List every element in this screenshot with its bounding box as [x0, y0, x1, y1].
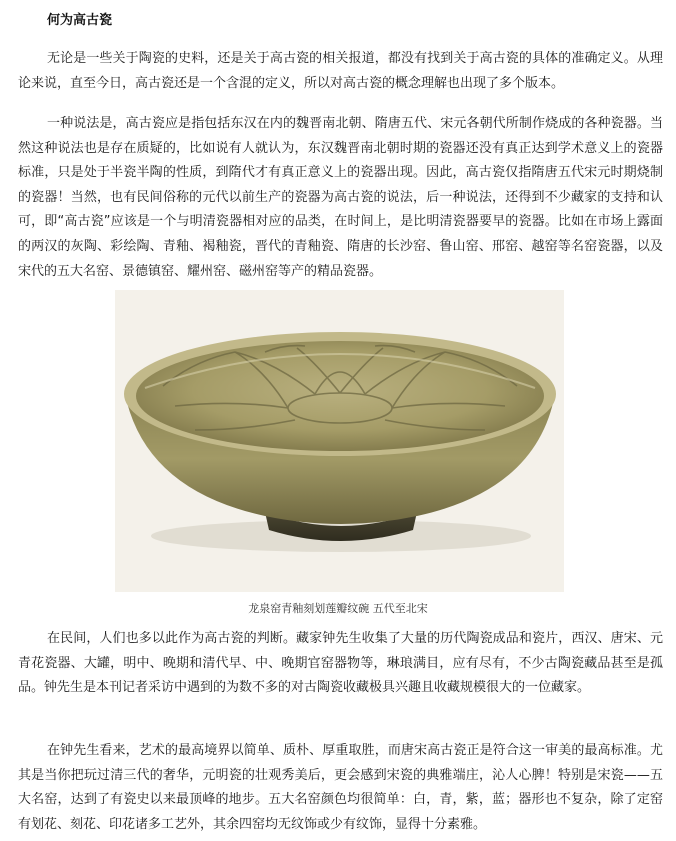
- article-title: 何为高古瓷: [47, 13, 113, 28]
- celadon-bowl-image: [115, 290, 564, 592]
- paragraph-intro: 无论是一些关于陶瓷的史料，还是关于高古瓷的相关报道，都没有找到关于高古瓷的具体的准确定义。从理论来说，直至今日，高古瓷还是一个含混的定义，所以对高古瓷的概念理解也出现了多个版本。: [18, 51, 663, 91]
- figure-caption: 龙泉窑青釉刻划莲瓣纹碗 五代至北宋: [248, 602, 428, 615]
- paragraph-definition: 一种说法是，高古瓷应是指包括东汉在内的魏晋南北朝、隋唐五代、宋元各朝代所制作烧成的各种瓷器。当然这种说法也是存在质疑的，比如说有人就认为，东汉魏晋南北朝时期的瓷器还没有真正达到学术意义上的瓷器标准，只是处于半瓷半陶的性质，到隋代才有真正意义上的瓷器出现。因此，高古瓷仅指隋唐五代宋元时期烧制的瓷器！当然，也有民间俗称的元代以前生产的瓷器为高古瓷的说法，后一种说法，还得到不少藏家的支持和认可，即“高古瓷”应该是一个与明清瓷器相对应的品类，在时间上，是比明清瓷器要早的瓷器。比如在市场上露面的两汉的灰陶、彩绘陶、青釉、褐釉瓷，晋代的青釉瓷、隋唐的长沙窑、鲁山窑、邢窑、越窑等名窑瓷器，以及宋代的五大名窑、景德镇窑、耀州窑、磁州窑等产的精品瓷器。: [18, 116, 663, 279]
- paragraph-collector: 在民间，人们也多以此作为高古瓷的判断。藏家钟先生收集了大量的历代陶瓷成品和瓷片，西汉、唐宋、元青花瓷器、大罐，明中、晚期和清代早、中、晚期官窑器物等，琳琅满目，应有尽有，不少古陶瓷藏品甚至是孤品。钟先生是本刊记者采访中遇到的为数不多的对古陶瓷收藏极具兴趣且收藏规模很大的一位藏家。: [18, 631, 663, 696]
- lotus-bowl-photo: [115, 290, 564, 592]
- paragraph-aesthetics: 在钟先生看来，艺术的最高境界以简单、质朴、厚重取胜，而唐宋高古瓷正是符合这一审美的最高标准。尤其是当你把玩过清三代的奢华，元明瓷的壮观秀美后，更会感到宋瓷的典雅端庄，沁人心脾！特别是宋瓷——五大名窑，达到了有瓷史以来最顶峰的地步。五大名窑颜色均很简单：白，青，紫，蓝；器形也不复杂，除了定窑有划花、刻花、印花诸多工艺外，其余四窑均无纹饰或少有纹饰，显得十分素雅。: [18, 743, 663, 832]
